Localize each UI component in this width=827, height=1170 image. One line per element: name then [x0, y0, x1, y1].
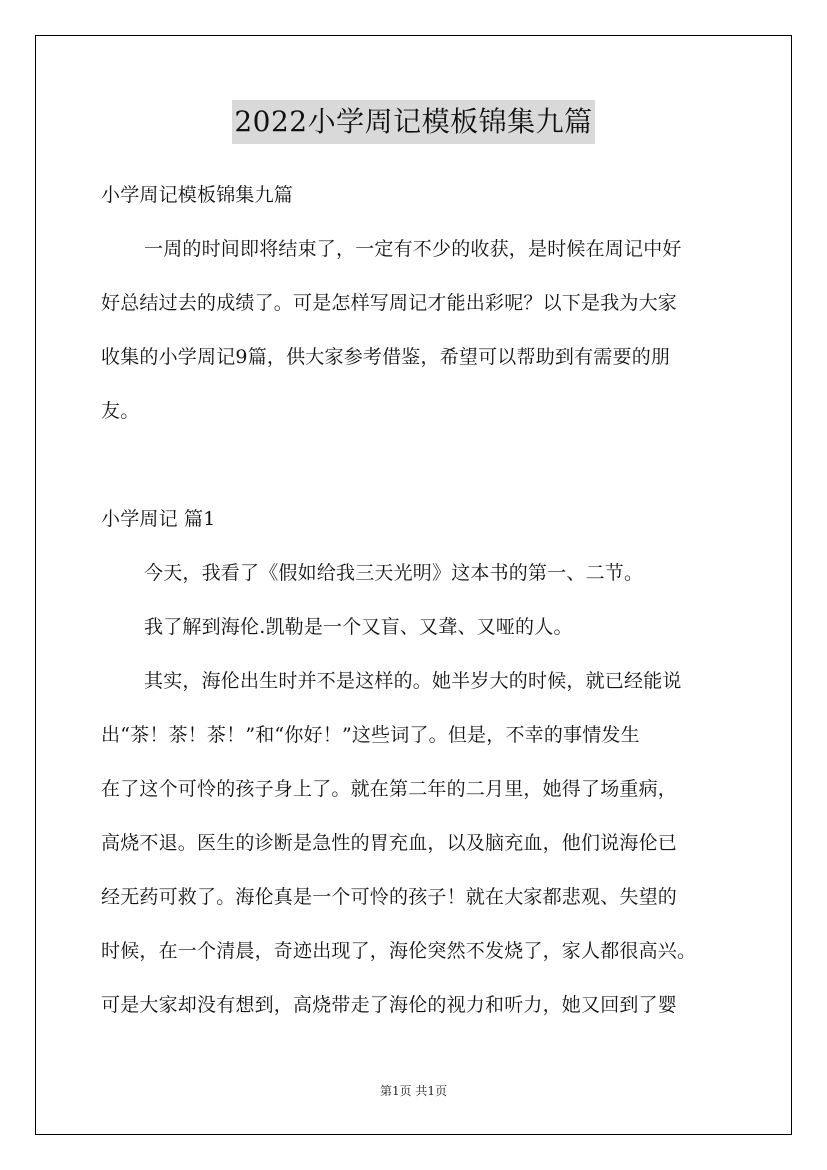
body-line-3: 其实，海伦出生时并不是这样的。她半岁大的时候，就已经能说: [144, 670, 682, 692]
section-heading: 小学周记 篇1: [101, 508, 216, 530]
intro-line-3: 收集的小学周记9篇，供大家参考借鉴，希望可以帮助到有需要的朋: [101, 346, 671, 368]
page-footer: 第1页 共1页: [379, 1084, 448, 1098]
body-line-4: 出“茶！茶！茶！”和“你好！”这些词了。但是，不幸的事情发生: [101, 724, 640, 746]
intro-line-4: 友。: [101, 400, 140, 422]
body-line-9: 可是大家却没有想到，高烧带走了海伦的视力和听力，她又回到了婴: [101, 994, 678, 1016]
intro-line-1: 一周的时间即将结束了，一定有不少的收获，是时候在周记中好: [144, 238, 682, 260]
document-title-container: [0, 100, 827, 144]
body-line-5: 在了这个可怜的孩子身上了。就在第二年的二月里，她得了场重病，: [101, 778, 678, 800]
document-title: 2022小学周记模板锦集九篇: [232, 100, 594, 144]
subtitle: 小学周记模板锦集九篇: [101, 184, 294, 206]
body-line-2: 我了解到海伦.凯勒是一个又盲、又聋、又哑的人。: [144, 616, 573, 638]
body-line-6: 高烧不退。医生的诊断是急性的胃充血，以及脑充血，他们说海伦已: [101, 832, 678, 854]
body-line-1: 今天，我看了《假如给我三天光明》这本书的第一、二节。: [144, 562, 644, 584]
body-line-8: 时候，在一个清晨，奇迹出现了，海伦突然不发烧了，家人都很高兴。: [101, 940, 697, 962]
body-line-7: 经无药可救了。海伦真是一个可怜的孩子！就在大家都悲观、失望的: [101, 886, 678, 908]
intro-line-2: 好总结过去的成绩了。可是怎样写周记才能出彩呢？以下是我为大家: [101, 292, 678, 314]
